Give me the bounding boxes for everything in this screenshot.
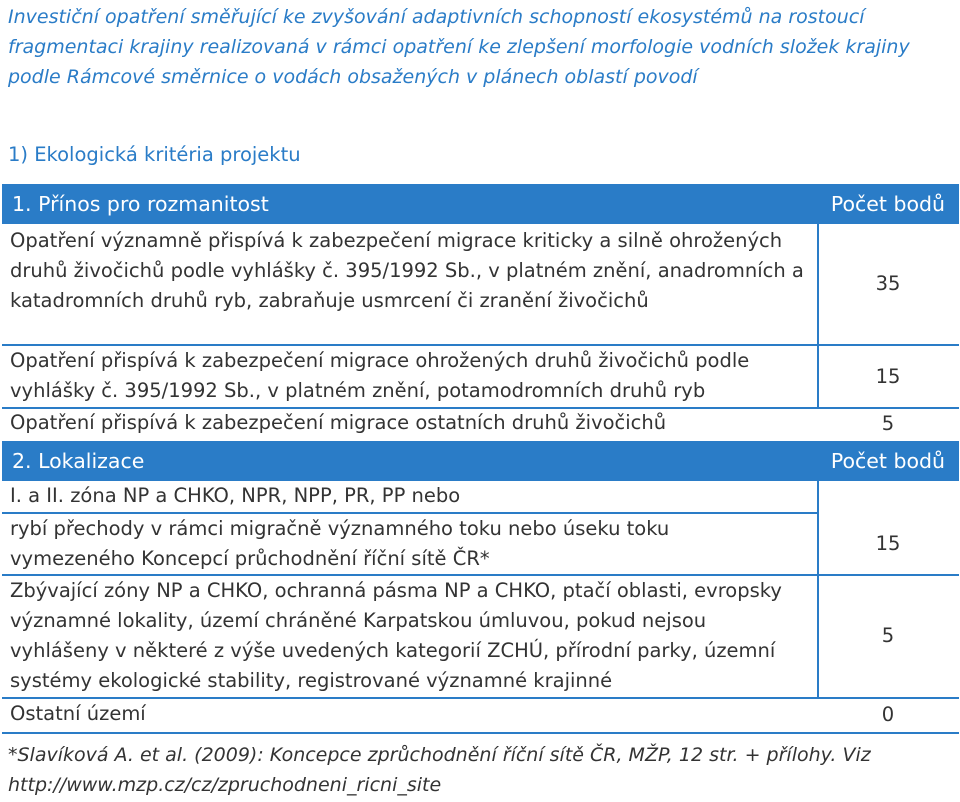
row-divider: [2, 344, 959, 346]
criterion-2-row-2-text: rybí přechody v rámci migračně významného toku nebo úseku toku vymezeného Koncepcí průchodnění říční sítě ČR*: [10, 517, 670, 570]
criterion-1-row-1-points: 35: [875, 272, 901, 295]
criterion-2-row-3-text: Zbývající zóny NP a CHKO, ochranná pásma NP a CHKO, ptačí oblasti, evropsky významné lokality, území chráněné Karpatskou úmluvou, pokud nejsou vyhlášeny v některé z výše uvedených kategorií ZCHÚ, přírodní parky, územní systémy ekologické stability, registrované významné krajinné: [10, 579, 782, 692]
criterion-1-row-1-text: Opatření významně přispívá k zabezpečení migrace kriticky a silně ohrožených druhů živočichů podle vyhlášky č. 395/1992 Sb., v platném znění, anadromních a katadromních druhů ryb, zabraňuje usmrcení či zranění živočichů: [10, 229, 804, 312]
footnote-link[interactable]: http://www.mzp.cz/cz/zpruchodneni_ricni_site: [8, 774, 442, 796]
row-divider: [2, 574, 959, 576]
criterion-2-row-3-points: 5: [881, 624, 895, 647]
criterion-2-header: [2, 441, 959, 481]
criterion-2-row-4-points: 0: [881, 703, 895, 726]
criterion-2-points-header: Počet bodů: [830, 449, 945, 473]
criterion-1-header: [2, 184, 959, 224]
criterion-1-label: 1. Přínos pro rozmanitost: [12, 192, 269, 216]
footnote: [8, 740, 960, 800]
criterion-2-row-1-text: I. a II. zóna NP a CHKO, NPR, NPP, PR, PP nebo: [10, 484, 461, 507]
section-heading: 1) Ekologická kritéria projektu: [8, 143, 301, 166]
criterion-1-points-header: Počet bodů: [830, 192, 945, 216]
row-divider: [2, 512, 817, 514]
criterion-2-row-2-points: 15: [875, 532, 901, 555]
page-title: Investiční opatření směřující ke zvyšování adaptivních schopností ekosystémů na rostoucí fragmentaci krajiny realizovaná v rámci opatření ke zlepšení morfologie vodních složek krajiny podle Rámcové směrnice o vodách obsažených v plánech oblastí povodí: [8, 6, 910, 88]
criterion-1-row-2-text: Opatření přispívá k zabezpečení migrace ohrožených druhů živočichů podle vyhlášky č. 395/1992 Sb., v platném znění, potamodromních druhů ryb: [10, 349, 750, 402]
row-divider: [2, 697, 959, 699]
criterion-1-row-2-points: 15: [875, 365, 901, 388]
criterion-1-row-3-text: Opatření přispívá k zabezpečení migrace ostatních druhů živočichů: [10, 411, 667, 434]
column-divider: [817, 224, 819, 408]
criterion-1-row-3-points: 5: [881, 412, 895, 435]
criterion-2-label: 2. Lokalizace: [12, 449, 145, 473]
row-divider: [2, 407, 959, 409]
criterion-2-row-4-text: Ostatní území: [10, 702, 146, 725]
column-divider: [817, 481, 819, 698]
footnote-text: *Slavíková A. et al. (2009): Koncepce zprůchodnění říční sítě ČR, MŽP, 12 str. + přílohy. Viz: [8, 744, 871, 766]
table-bottom-border: [2, 732, 959, 734]
